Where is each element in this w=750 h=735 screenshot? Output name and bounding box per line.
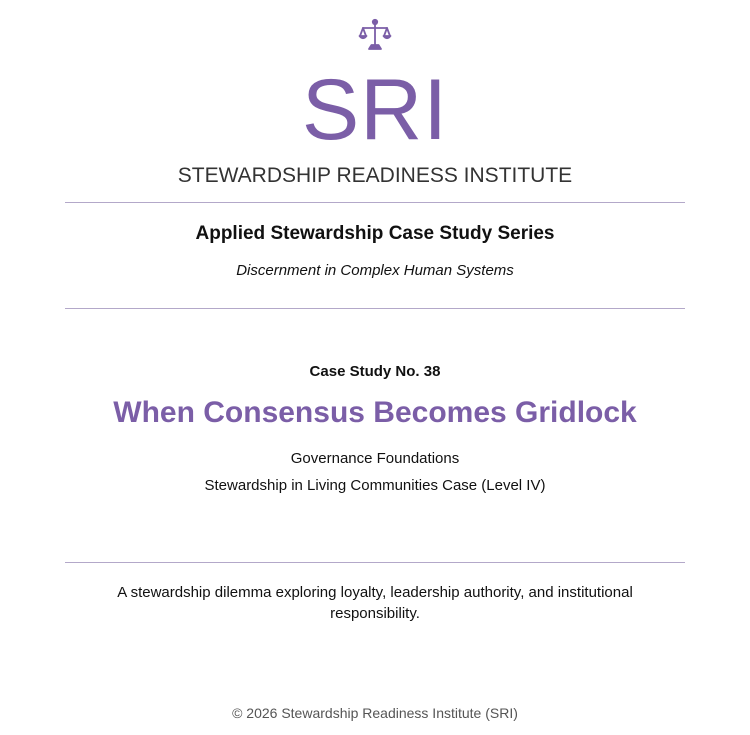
organization-name: STEWARDSHIP READINESS INSTITUTE <box>177 164 573 187</box>
case-level: Stewardship in Living Communities Case (Level IV) <box>204 477 546 494</box>
case-description: A stewardship dilemma exploring loyalty, leadership authority, and institutional responsibility. <box>117 584 633 622</box>
course-name: Governance Foundations <box>290 450 460 467</box>
series-title: Applied Stewardship Case Study Series <box>195 223 555 244</box>
scales-of-justice-icon <box>358 18 392 52</box>
divider <box>65 308 685 309</box>
divider <box>65 562 685 563</box>
case-title: When Consensus Becomes Gridlock <box>113 396 637 429</box>
copyright-notice: © 2026 Stewardship Readiness Institute (SRI) <box>232 705 518 721</box>
case-number: Case Study No. 38 <box>309 363 441 380</box>
divider <box>65 202 685 203</box>
logo-wordmark: SRI <box>301 62 449 158</box>
series-subtitle: Discernment in Complex Human Systems <box>236 262 514 279</box>
